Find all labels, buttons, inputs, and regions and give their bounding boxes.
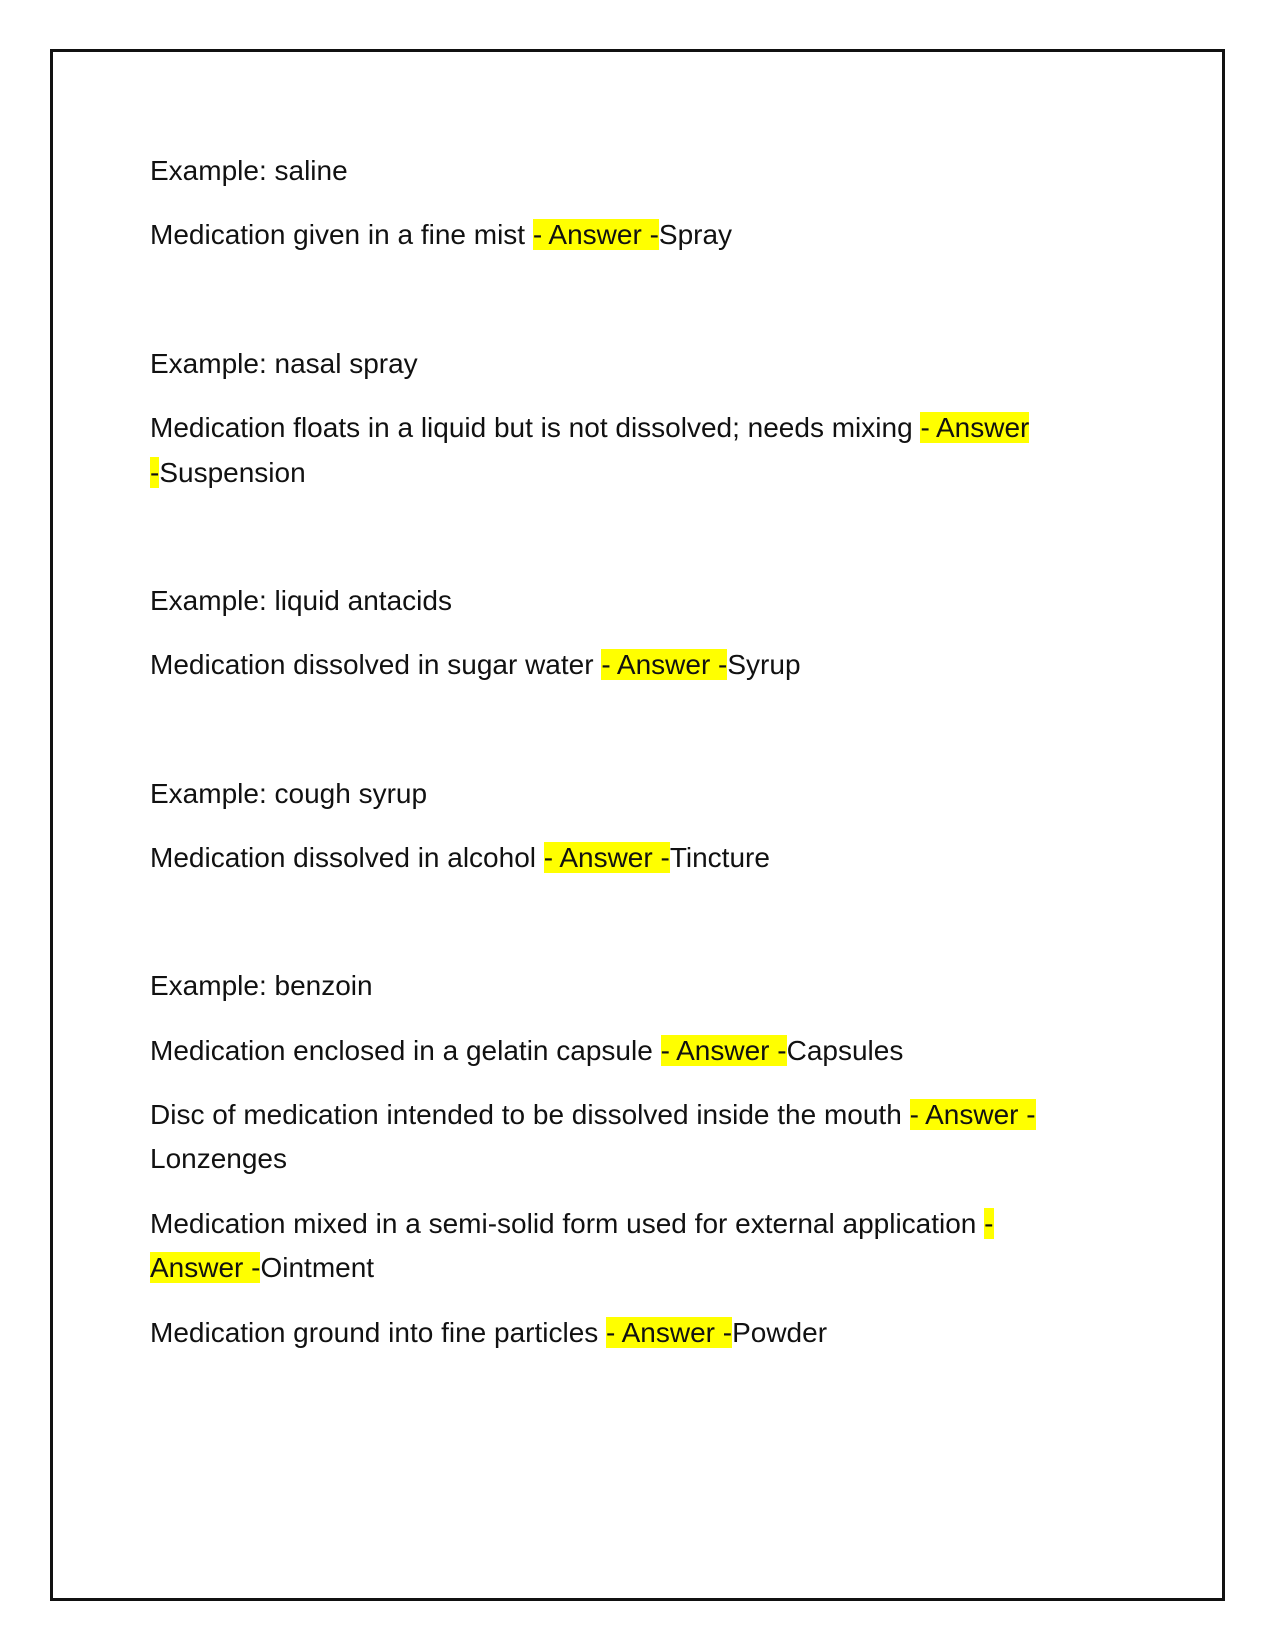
answer-text: Capsules <box>786 1035 904 1066</box>
question-line <box>150 641 1140 688</box>
answer-line <box>150 1244 1140 1291</box>
answer-marker: - Answer - <box>601 649 728 680</box>
answer-marker: - Answer - <box>606 1317 733 1348</box>
question-text: Medication enclosed in a gelatin capsule <box>150 1035 653 1066</box>
answer-text: Suspension <box>159 457 306 488</box>
answer-text: Powder <box>732 1317 828 1348</box>
example-line <box>150 770 1140 817</box>
question-text: Medication floats in a liquid but is not dissolved; needs mixing <box>150 412 913 443</box>
answer-marker: - Answer - <box>909 1099 1036 1130</box>
answer-text: Spray <box>658 219 733 250</box>
question-text: Medication given in a fine mist <box>150 219 526 250</box>
page-border <box>50 49 1225 1601</box>
question-line <box>150 1200 1140 1247</box>
answer-marker: - Answer - <box>532 219 659 250</box>
example-text: Example: liquid antacids <box>150 585 452 616</box>
question-text: Medication dissolved in alcohol <box>150 842 536 873</box>
example-line <box>150 577 1140 624</box>
example-line <box>150 147 1140 194</box>
answer-marker: - Answer <box>920 412 1030 443</box>
question-text: Medication mixed in a semi-solid form used for external application <box>150 1208 977 1239</box>
question-line <box>150 1309 1140 1356</box>
answer-marker: - Answer - <box>543 842 670 873</box>
answer-text: Tincture <box>669 842 770 873</box>
answer-marker: Answer - <box>150 1252 261 1283</box>
example-text: Example: cough syrup <box>150 778 428 809</box>
example-line <box>150 962 1140 1009</box>
example-text: Example: nasal spray <box>150 348 418 379</box>
answer-line <box>150 1135 1140 1182</box>
answer-text: Syrup <box>727 649 801 680</box>
question-line <box>150 1027 1140 1074</box>
question-text: Medication dissolved in sugar water <box>150 649 594 680</box>
question-line <box>150 211 1140 258</box>
answer-text: Lonzenges <box>150 1143 288 1174</box>
question-text: Disc of medication intended to be dissolved inside the mouth <box>150 1099 902 1130</box>
example-text: Example: benzoin <box>150 970 373 1001</box>
answer-text: Ointment <box>260 1252 375 1283</box>
example-line <box>150 340 1140 387</box>
answer-marker: - Answer - <box>660 1035 787 1066</box>
question-line <box>150 1091 1140 1138</box>
example-text: Example: saline <box>150 155 348 186</box>
answer-marker: - <box>150 457 160 488</box>
question-line <box>150 834 1140 881</box>
answer-line <box>150 449 1140 496</box>
answer-marker: - <box>984 1208 994 1239</box>
question-line <box>150 404 1140 451</box>
question-text: Medication ground into fine particles <box>150 1317 599 1348</box>
